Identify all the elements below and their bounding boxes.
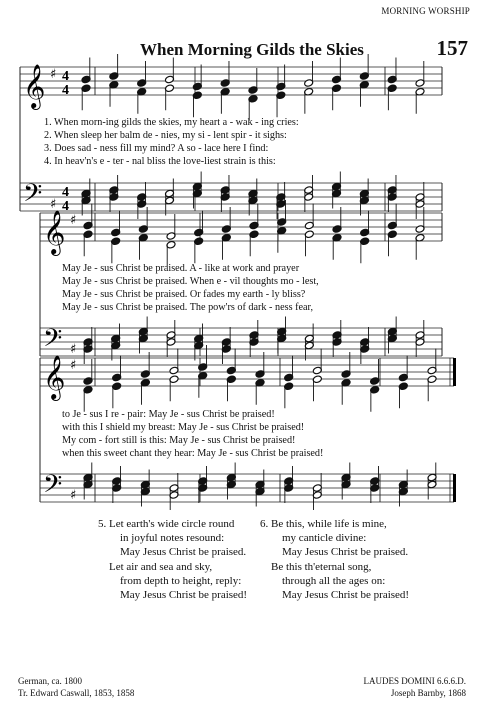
sharp-sign: ♯	[70, 358, 77, 373]
time-signature: 4	[62, 199, 69, 214]
text-credit	[18, 676, 134, 699]
stanza-line: through all the ages on:	[282, 574, 386, 587]
final-barline	[453, 358, 456, 386]
tune-credit	[364, 676, 467, 699]
treble-clef: 𝄞	[23, 64, 46, 108]
stanza-line: May Jesus Christ be praised!	[120, 589, 248, 602]
stanza-line: Be this th'eternal song,	[271, 560, 372, 573]
lyric-line: May Je - sus Christ be praised. Or fades my earth - ly bliss?	[62, 289, 306, 300]
hymn-number: 157	[436, 36, 468, 60]
hymn-title: When Morning Gilds the Skies	[140, 40, 364, 59]
sharp-sign: ♯	[50, 67, 57, 82]
composer: Joseph Barnby, 1868	[390, 687, 466, 698]
stanza-line: from depth to height, reply:	[120, 574, 242, 587]
stanza-line: May Jesus Christ be praised!	[282, 589, 410, 602]
translator: Tr. Edward Caswall, 1853, 1858	[18, 687, 135, 698]
stanza-line: 6. Be this, while life is mine,	[260, 518, 387, 530]
sharp-sign: ♯	[50, 197, 57, 212]
tune-name: LAUDES DOMINI 6.6.6.D.	[363, 676, 466, 686]
stanza-line: May Jesus Christ be praised.	[282, 546, 409, 559]
lyric-line: 1. When morn-ing gilds the skies, my heart a - wak - ing cries:	[44, 117, 299, 128]
time-signature: 4	[62, 69, 69, 84]
lyric-line: 3. Does sad - ness fill my mind? A so - lace here I find:	[44, 143, 269, 154]
lyric-line: when this sweet chant they hear: May Je - sus Christ be praised!	[62, 448, 324, 459]
lyric-line: 4. In heav'n's e - ter - nal bliss the love-liest strain is this:	[44, 156, 276, 167]
sharp-sign: ♯	[70, 342, 77, 357]
section-heading: MORNING WORSHIP	[381, 6, 470, 16]
lyric-line: May Je - sus Christ be praised. When e - vil thoughts mo - lest,	[62, 276, 319, 287]
bass-clef: 𝄢	[43, 470, 63, 505]
stanza-line: in joyful notes resound:	[120, 532, 225, 545]
lyric-line: May Je - sus Christ be praised. The pow'rs of dark - ness fear,	[62, 302, 314, 313]
stanza-line: my canticle divine:	[282, 532, 367, 545]
sharp-sign: ♯	[70, 488, 77, 503]
lyric-line: My com - fort still is this: May Je - sus Christ be praised!	[62, 435, 296, 446]
final-barline	[453, 474, 456, 502]
sharp-sign: ♯	[70, 213, 77, 228]
stanza-line: Let air and sea and sky,	[109, 560, 213, 573]
time-signature: 4	[62, 185, 69, 200]
lyric-line: 2. When sleep her balm de - nies, my si - lent spir - it sighs:	[44, 130, 287, 141]
stanza-6	[260, 517, 409, 602]
bass-clef: 𝄢	[43, 324, 63, 359]
time-signature: 4	[62, 83, 69, 98]
lyric-line: May Je - sus Christ be praised. A - like at work and prayer	[62, 263, 300, 274]
text-source: German, ca. 1800	[18, 676, 82, 686]
lyric-line: with this I shield my breast: May Je - sus Christ be praised!	[62, 422, 305, 433]
treble-clef: 𝄞	[43, 355, 66, 399]
bass-clef: 𝄢	[23, 179, 43, 214]
treble-clef: 𝄞	[43, 210, 66, 254]
stanza-5	[98, 517, 247, 602]
stanza-line: May Jesus Christ be praised.	[120, 546, 247, 559]
stanza-line: 5. Let earth's wide circle round	[98, 518, 235, 530]
lyric-line: to Je - sus I re - pair: May Je - sus Christ be praised!	[62, 409, 275, 420]
